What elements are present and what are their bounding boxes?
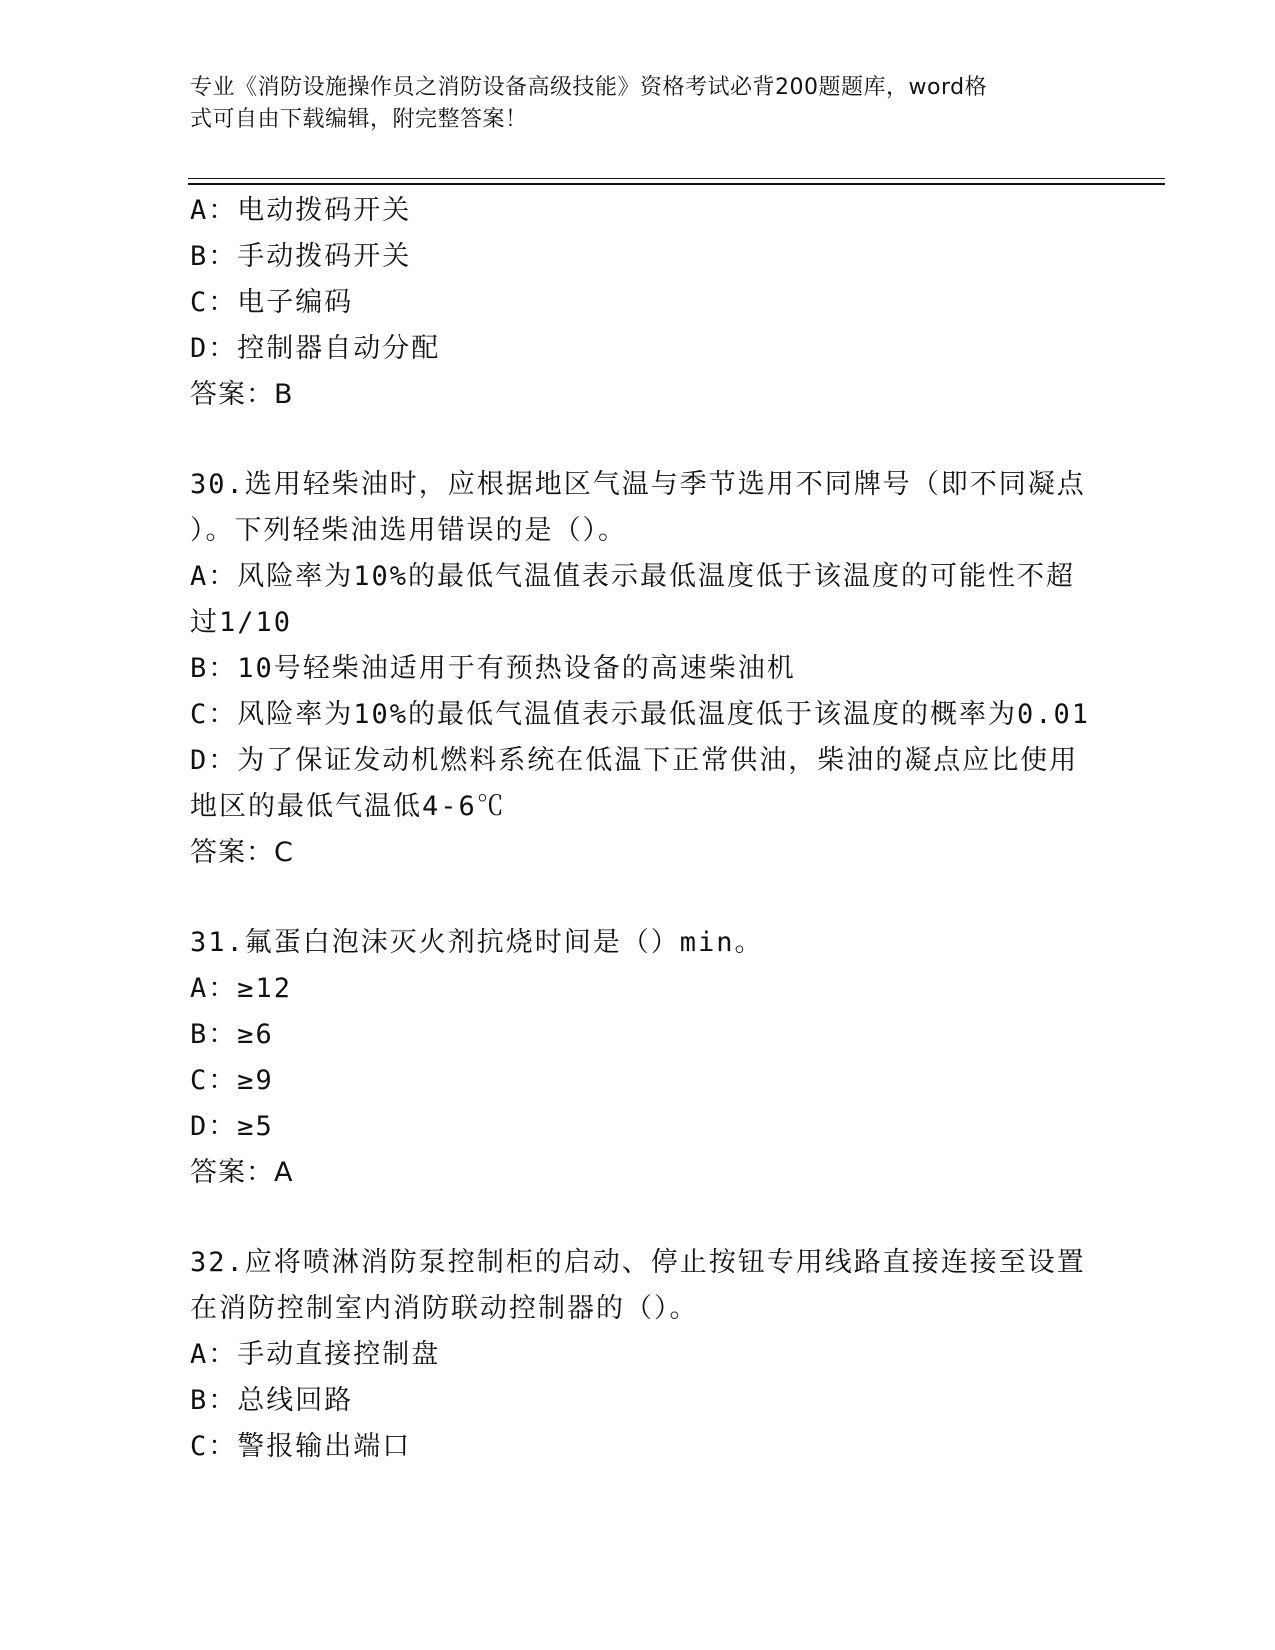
q32-stem-line-1: 32.应将喷淋消防泵控制柜的启动、停止按钮专用线路直接连接至设置 (190, 1247, 1086, 1278)
q30-stem-line-2: ）。下列轻柴油选用错误的是（）。 (190, 515, 627, 546)
q30-stem-line-1: 30.选用轻柴油时，应根据地区气温与季节选用不同牌号（即不同凝点 (190, 469, 1086, 500)
spacer (190, 418, 1090, 462)
q29-option-d: D：控制器自动分配 (190, 333, 441, 364)
q32-stem-line-2: 在消防控制室内消防联动控制器的（）。 (190, 1293, 699, 1324)
header-divider-thick (188, 183, 1165, 185)
q30-option-a-line-1: A：风险率为10%的最低气温值表示最低温度低于该温度的可能性不超 (190, 561, 1076, 592)
q29-option-a: A：电动拨码开关 (190, 195, 412, 226)
question-content (190, 188, 1090, 1470)
q29-answer: 答案：B (190, 379, 294, 410)
q31-option-c: C：≥9 (190, 1065, 274, 1096)
q30-option-d-line-1: D：为了保证发动机燃料系统在低温下正常供油，柴油的凝点应比使用 (190, 745, 1079, 776)
q31-option-d: D：≥5 (190, 1111, 274, 1142)
header-line-2: 式可自由下载编辑，附完整答案！ (190, 107, 528, 132)
q30-option-d-line-2: 地区的最低气温低4-6℃ (190, 791, 506, 822)
q32-option-a: A：手动直接控制盘 (190, 1339, 441, 1370)
question-31-block (190, 920, 1090, 1196)
q31-option-a: A：≥12 (190, 973, 293, 1004)
q32-option-b: B：总线回路 (190, 1385, 354, 1416)
question-29-block (190, 188, 1090, 418)
question-30-block (190, 462, 1090, 876)
q30-option-c: C：风险率为10%的最低气温值表示最低温度低于该温度的概率为0.01 (190, 699, 1091, 730)
q29-option-b: B：手动拨码开关 (190, 241, 412, 272)
spacer (190, 876, 1090, 920)
q30-answer: 答案：C (190, 837, 294, 868)
document-header (190, 72, 1080, 136)
question-32-block (190, 1240, 1090, 1470)
q30-option-a-line-2: 过1/10 (190, 607, 293, 638)
q31-answer: 答案：A (190, 1157, 294, 1188)
spacer (190, 1196, 1090, 1240)
q31-stem: 31.氟蛋白泡沫灭火剂抗烧时间是（）min。 (190, 927, 764, 958)
q32-option-c: C：警报输出端口 (190, 1431, 412, 1462)
q31-option-b: B：≥6 (190, 1019, 274, 1050)
q29-option-c: C：电子编码 (190, 287, 354, 318)
header-line-1: 专业《消防设施操作员之消防设备高级技能》资格考试必背200题题库，word格 (190, 75, 988, 100)
q30-option-b: B：10号轻柴油适用于有预热设备的高速柴油机 (190, 653, 796, 684)
header-divider-thin (188, 178, 1165, 179)
